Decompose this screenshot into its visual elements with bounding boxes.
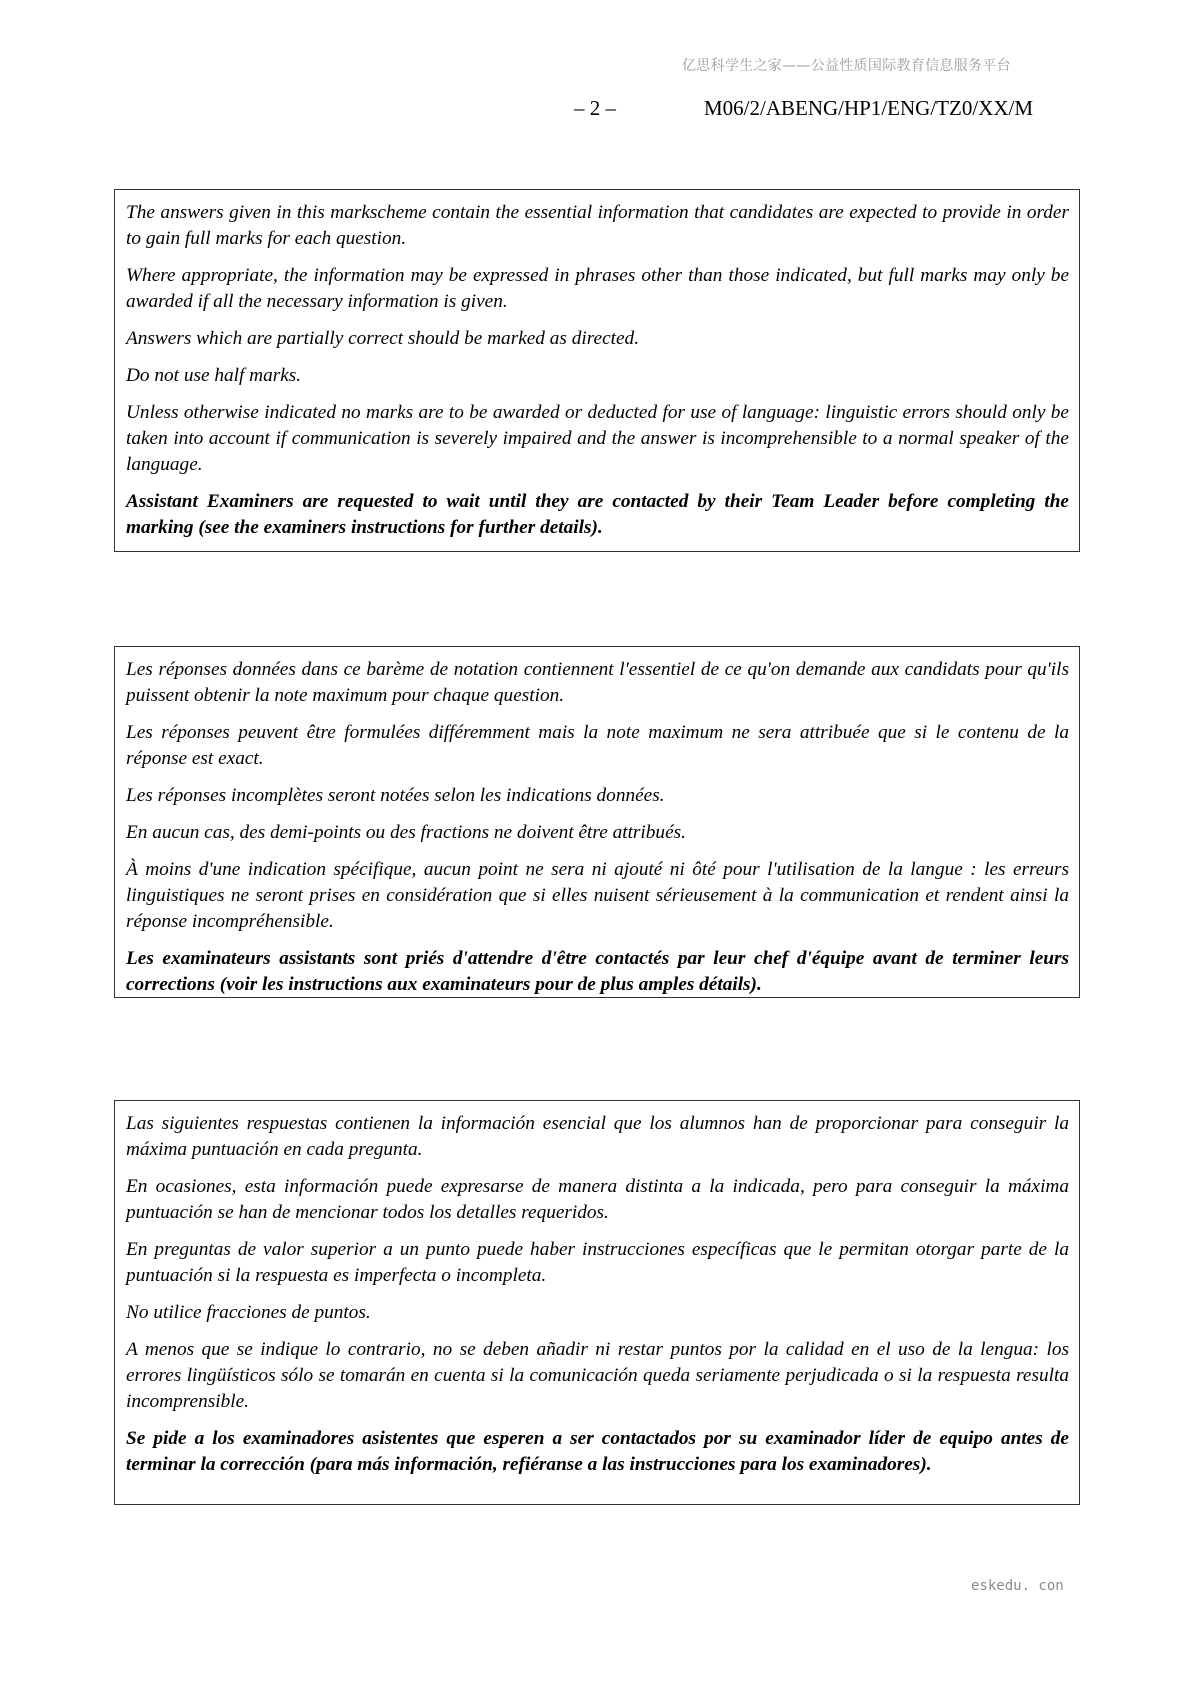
instruction-paragraph: A menos que se indique lo contrario, no se deben añadir ni restar puntos por la calidad en el uso de la lengua: los errores lingüísticos sólo se tomarán en cuenta si la comunicación queda seriamente perjudicada o si la respuesta resulta incomprensible. <box>126 1339 1069 1412</box>
watermark-bottom: eskedu. con <box>971 1578 1064 1594</box>
instruction-paragraph: À moins d'une indication spécifique, aucun point ne sera ni ajouté ni ôté pour l'utilisation de la langue : les erreurs linguistiques ne seront prises en considération que si elles nuisent sérieusement à la communication et rendent ainsi la réponse incompréhensible. <box>126 859 1069 932</box>
page-number: – 2 – <box>574 96 616 120</box>
english-instructions-box <box>114 189 1080 552</box>
instruction-paragraph: Les réponses données dans ce barème de notation contiennent l'essentiel de ce qu'on demande aux candidats pour qu'ils puissent obtenir la note maximum pour chaque question. <box>126 659 1069 706</box>
instruction-paragraph: Unless otherwise indicated no marks are to be awarded or deducted for use of language: linguistic errors should only be taken into account if communication is severely impaired and the answer is incomprehensible to a normal speaker of the language. <box>126 402 1069 475</box>
instruction-bold-notice: Les examinateurs assistants sont priés d'attendre d'être contactés par leur chef d'équipe avant de terminer leurs corrections (voir les instructions aux examinateurs pour de plus amples détails). <box>126 948 1069 995</box>
instruction-paragraph: Answers which are partially correct should be marked as directed. <box>126 328 640 349</box>
instruction-paragraph: En aucun cas, des demi-points ou des fractions ne doivent être attribués. <box>126 822 686 843</box>
instruction-paragraph: Where appropriate, the information may be expressed in phrases other than those indicated, but full marks may only be awarded if all the necessary information is given. <box>126 265 1069 312</box>
instruction-paragraph: En preguntas de valor superior a un punto puede haber instrucciones específicas que le permitan otorgar parte de la puntuación si la respuesta es imperfecta o incompleta. <box>126 1239 1069 1286</box>
instruction-paragraph: No utilice fracciones de puntos. <box>126 1302 371 1323</box>
french-instructions-box <box>114 646 1080 998</box>
instruction-bold-notice: Assistant Examiners are requested to wait until they are contacted by their Team Leader before completing the marking (see the examiners instructions for further details). <box>126 491 1069 538</box>
instruction-paragraph: En ocasiones, esta información puede expresarse de manera distinta a la indicada, pero para conseguir la máxima puntuación se han de mencionar todos los detalles requeridos. <box>126 1176 1069 1223</box>
instruction-bold-notice: Se pide a los examinadores asistentes que esperen a ser contactados por su examinador líder de equipo antes de terminar la corrección (para más información, refiéranse a las instrucciones para los examinadores). <box>126 1428 1069 1475</box>
watermark-top: 亿思科学生之家——公益性质国际教育信息服务平台 <box>682 58 1011 74</box>
instruction-paragraph: Do not use half marks. <box>126 365 302 386</box>
instruction-paragraph: Les réponses incomplètes seront notées selon les indications données. <box>126 785 665 806</box>
instruction-paragraph: Les réponses peuvent être formulées différemment mais la note maximum ne sera attribuée que si le contenu de la réponse est exact. <box>126 722 1069 769</box>
document-code: M06/2/ABENG/HP1/ENG/TZ0/XX/M <box>704 96 1034 120</box>
spanish-instructions-box <box>114 1100 1080 1505</box>
instruction-paragraph: Las siguientes respuestas contienen la información esencial que los alumnos han de proporcionar para conseguir la máxima puntuación en cada pregunta. <box>126 1113 1069 1160</box>
instruction-paragraph: The answers given in this markscheme contain the essential information that candidates are expected to provide in order to gain full marks for each question. <box>126 202 1069 249</box>
